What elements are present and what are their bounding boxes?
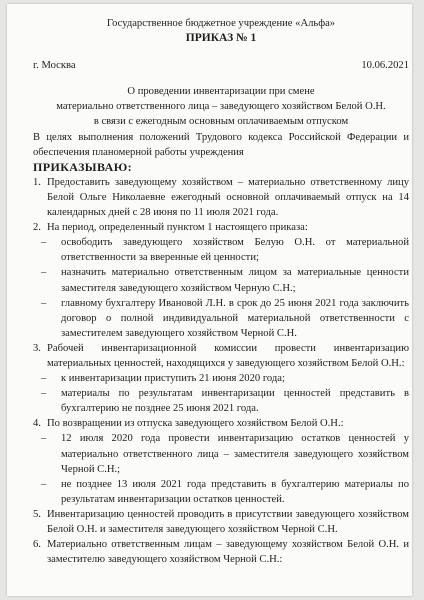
sub-item <box>33 477 409 507</box>
item-number: 4. <box>33 418 41 430</box>
order-item <box>33 537 409 567</box>
document-content <box>33 16 409 567</box>
order-items <box>33 175 409 567</box>
order-item <box>33 220 409 235</box>
order-item <box>33 175 409 220</box>
order-subject <box>33 84 409 129</box>
dash-bullet: – <box>41 267 47 279</box>
item-number: 2. <box>33 222 41 234</box>
item-text: Инвентаризацию ценностей проводить в присутствии заведующего хозяйством Белой О.Н. и заместителя заведующего хозяйством Черной С.Н. <box>47 508 409 535</box>
item-number: 1. <box>33 176 41 188</box>
place-date-row <box>33 58 409 73</box>
sub-item-text: назначить материально ответственным лицом за материальные ценности заместителя заведующего хозяйством Черную С.Н.; <box>61 267 409 294</box>
subject-line: О проведении инвентаризации при смене <box>127 86 315 98</box>
sub-item-text: главному бухгалтеру Ивановой Л.Н. в срок до 25 июня 2021 года заключить договор о полной индивидуальной материальной ответственности с заместителем заведующего хозяйством Черной С.Н. <box>61 297 409 339</box>
item-text: По возвращении из отпуска заведующего хозяйством Белой О.Н.: <box>47 418 344 430</box>
organization-name: Государственное бюджетное учреждение «Альфа» <box>106 18 336 29</box>
item-text: Материально ответственным лицам – заведующему хозяйством Белой О.Н. и заместителю заведующего хозяйством Черной С.Н.: <box>47 539 409 566</box>
order-item <box>33 416 409 431</box>
item-number: 6. <box>33 539 41 551</box>
document-page <box>7 4 412 596</box>
order-title: ПРИКАЗ № 1 <box>185 32 257 45</box>
sub-item-text: к инвентаризации приступить 21 июня 2020 года; <box>61 373 285 385</box>
orders-heading: ПРИКАЗЫВАЮ: <box>33 159 133 174</box>
dash-bullet: – <box>41 433 47 445</box>
item-number: 5. <box>33 508 41 520</box>
sub-item <box>33 371 409 386</box>
item-text: Предоставить заведующему хозяйством – материально ответственному лицу Белой Ольге Николаевне ежегодный основной оплачиваемый отпуск на 14 календарных дней с 28 июня по 11 июля 2021 года. <box>47 176 409 219</box>
dash-bullet: – <box>41 478 47 490</box>
sub-item-text: освободить заведующего хозяйством Белую О.Н. от материальной ответственности за вверенные ей ценности; <box>61 237 409 264</box>
dash-bullet: – <box>41 373 47 385</box>
order-item <box>33 341 409 371</box>
sub-item <box>33 431 409 476</box>
sub-item <box>33 296 409 341</box>
sub-item-text: 12 июля 2020 года провести инвентаризацию остатков ценностей у материально ответственного лица – заместителя заведующего хозяйством Черной С.Н.; <box>61 433 409 475</box>
sub-item <box>33 386 409 416</box>
subject-line: материально ответственного лица – заведующего хозяйством Белой О.Н. <box>56 101 386 113</box>
subject-line: в связи с ежегодным основным оплачиваемым отпуском <box>93 116 349 128</box>
sub-item <box>33 265 409 295</box>
dash-bullet: – <box>41 388 47 400</box>
order-item <box>33 507 409 537</box>
sub-item <box>33 235 409 265</box>
order-date: 10.06.2021 <box>361 60 409 72</box>
city: г. Москва <box>33 60 76 72</box>
sub-item-text: не позднее 13 июля 2021 года представить в бухгалтерию материалы по результатам инвентаризации остатков ценностей. <box>61 478 409 505</box>
dash-bullet: – <box>41 297 47 309</box>
item-text: Рабочей инвентаризационной комиссии провести инвентаризацию материальных ценностей, находящихся у заведующего хозяйством Белой О.Н.: <box>47 342 409 369</box>
sub-item-text: материалы по результатам инвентаризации ценностей представить в бухгалтерию не позднее 25 июня 2021 года. <box>61 388 409 415</box>
item-text: На период, определенный пунктом 1 настоящего приказа: <box>47 222 308 234</box>
item-number: 3. <box>33 342 41 354</box>
preamble: В целях выполнения положений Трудового кодекса Российской Федерации и обеспечения планомерной работы учреждения <box>33 131 409 158</box>
dash-bullet: – <box>41 237 47 249</box>
